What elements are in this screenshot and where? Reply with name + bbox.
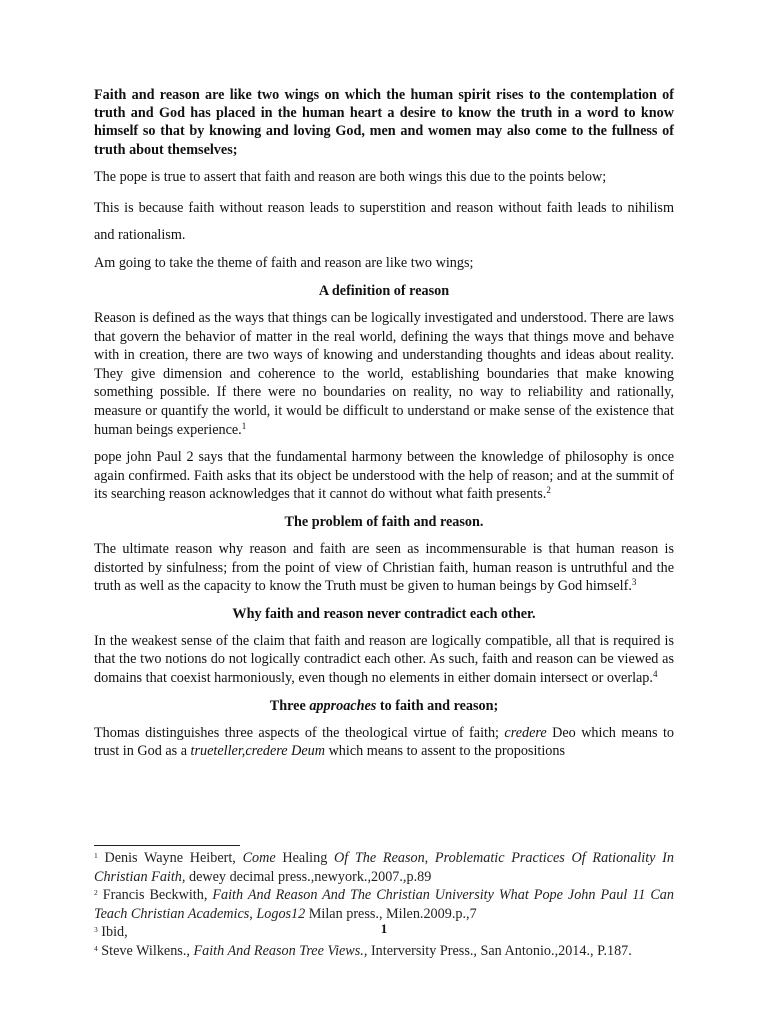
footnote-4-publisher: , Interversity Press., San Antonio.,2014., P.187. [363, 942, 632, 959]
paragraph-never-contradict-text: In the weakest sense of the claim that faith and reason are logically compatible, all that is required is that the two notions do not logically contradict each other. As such, faith and reason can be viewed as domains that coexist harmoniously, even though no elements in either domain intersect or overlap. [94, 632, 674, 686]
footnote-1-title-c: Of The Reason, Problematic Practices Of Rationality In Christian Faith, [94, 850, 674, 885]
paragraph-problem [94, 540, 674, 596]
footnote-1-number: 1 [94, 851, 98, 860]
footnote-ref-1[interactable]: 1 [241, 420, 247, 431]
footnote-3-text: Ibid, [97, 924, 128, 941]
heading-problem: The problem of faith and reason. [284, 513, 484, 530]
footnotes [94, 849, 674, 961]
footnote-2-author: Francis Beckwith, [97, 887, 213, 904]
paragraph-theme: Am going to take the theme of faith and reason are like two wings; [94, 255, 474, 272]
footnote-1-title-a: Come [242, 850, 276, 866]
footnote-4-number: 4 [94, 943, 98, 953]
footnote-ref-4[interactable]: 4 [652, 668, 658, 679]
paragraph-thomas [94, 724, 674, 761]
heading-three-part-a: Three [269, 697, 310, 714]
page-number: 1 [380, 921, 388, 936]
footnote-1 [94, 849, 674, 886]
footnote-ref-3[interactable]: 3 [631, 577, 637, 588]
footnote-ref-2[interactable]: 2 [546, 485, 551, 496]
footnote-4-title: Faith And Reason Tree Views. [193, 942, 364, 959]
heading-never-contradict: Why faith and reason never contradict each other. [232, 605, 536, 622]
heading-three-part-b: approaches [309, 697, 377, 714]
footnote-1-publisher: dewey decimal press.,newyork.,2007.,p.89 [185, 868, 432, 885]
paragraph-thomas-b: credere [504, 724, 547, 741]
paragraph-john-paul-text: pope john Paul 2 says that the fundamental harmony between the knowledge of philosophy is once again confirmed. Faith asks that its object be understood with the help of reason; and at the summit of its searching reason acknowledges that it cannot do without what faith presents. [94, 449, 674, 503]
heading-three-approaches [94, 697, 674, 715]
heading-three-part-c: to faith and reason; [376, 697, 499, 714]
paragraph-john-paul [94, 448, 674, 504]
intro-quote: Faith and reason are like two wings on which the human spirit rises to the contemplation of truth and God has placed in the human heart a desire to know the truth in a word to know himself so that by knowing and loving God, men and women may also come to the fullness of truth about themselves; [94, 87, 674, 158]
footnote-4 [94, 942, 674, 961]
footnote-3-number: 3 [94, 925, 98, 935]
paragraph-thomas-e: which means to assent to the propositions [325, 743, 565, 760]
paragraph-definition [94, 309, 674, 439]
paragraph-pope-assert: The pope is true to assert that faith and reason are both wings this due to the points below; [94, 168, 607, 185]
paragraph-thomas-d: trueteller,credere Deum [190, 743, 326, 760]
paragraph-never-contradict [94, 632, 674, 688]
paragraph-superstition: This is because faith without reason leads to superstition and reason without faith leads to nihilism and rationalism. [94, 200, 674, 244]
footnote-2-title: Faith And Reason And The Christian University What Pope John Paul 11 Can Teach Christian Academics, Logos12 [94, 887, 674, 922]
footnote-2 [94, 886, 674, 923]
footnote-1-author: Denis Wayne Heibert, [97, 850, 243, 866]
heading-definition: A definition of reason [318, 283, 450, 299]
footnote-4-author: Steve Wilkens., [97, 942, 194, 959]
paragraph-problem-text: The ultimate reason why reason and faith are seen as incommensurable is that human reason is distorted by sinfulness; from the point of view of Christian faith, human reason is untruthful and the truth as well as the capacity to know the Truth must be given to human beings by God himself. [94, 540, 674, 595]
paragraph-thomas-a: Thomas distinguishes three aspects of the theological virtue of faith; [94, 724, 505, 741]
footnote-1-title-b: Healing [275, 850, 335, 866]
paragraph-thomas-c: Deo which means to trust in God as a [94, 724, 674, 760]
footnote-2-number: 2 [94, 888, 98, 898]
footnote-2-publisher: Milan press., Milen.2009.p.,7 [305, 905, 477, 922]
paragraph-definition-text: Reason is defined as the ways that things can be logically investigated and understood. There are laws that govern the behavior of matter in the real world, defining the ways that things move and behave with in creation, there are two ways of knowing and understanding thoughts and ideas about reality. They give dimension and coherence to the world, establishing boundaries that make knowing something possible. If there were no boundaries on reality, no way to reliability and rationally, measure or quantify the world, it would be difficult to understand or make sense of the existence that human beings experience. [94, 310, 674, 438]
footnote-separator [94, 845, 240, 846]
